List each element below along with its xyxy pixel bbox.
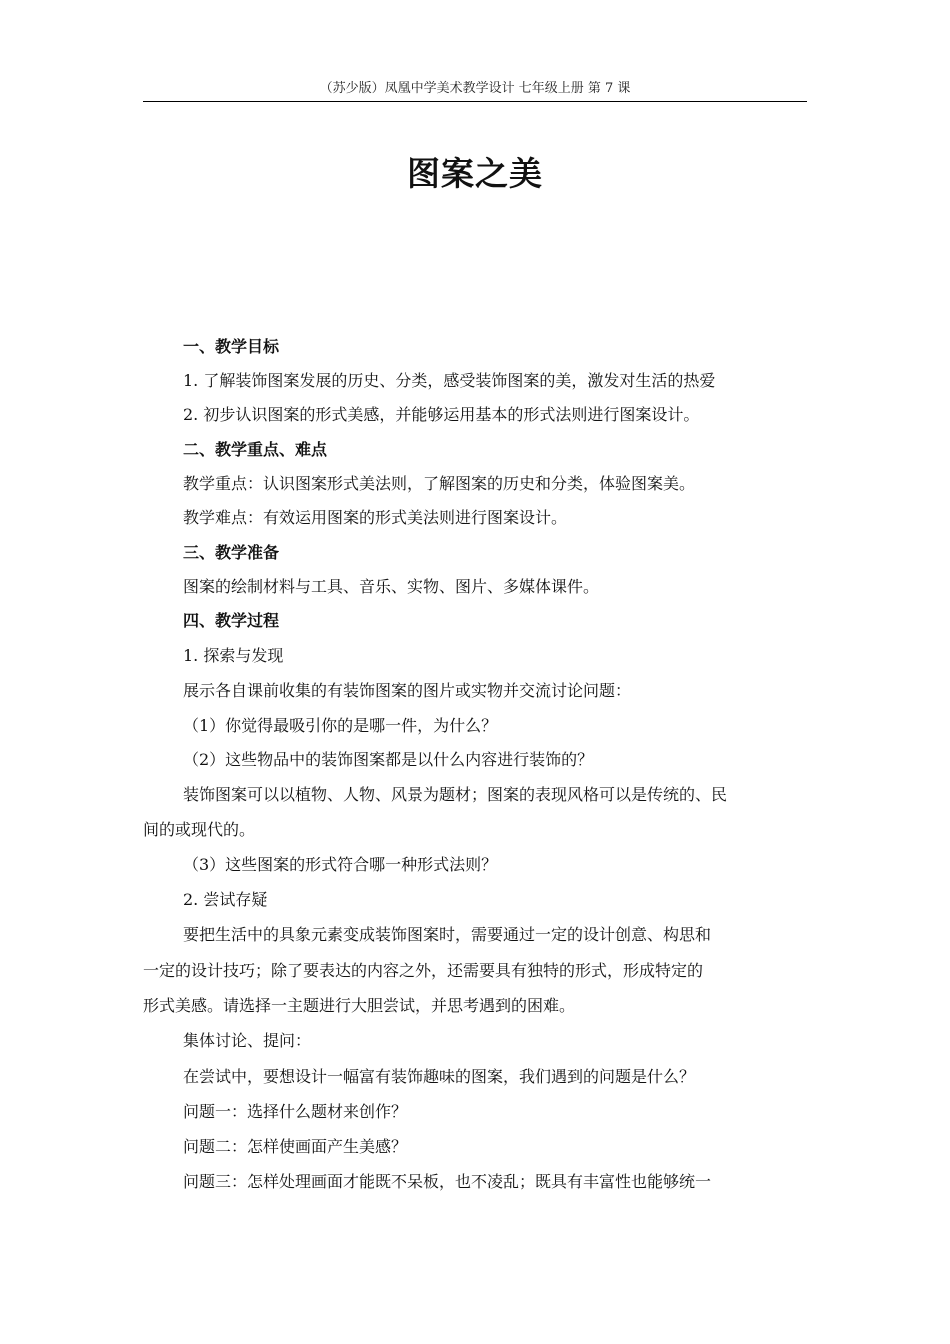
paragraph-line: 在尝试中，要想设计一幅富有装饰趣味的图案，我们遇到的问题是什么？ xyxy=(183,1067,696,1086)
question-1: （1）你觉得最吸引你的是哪一件，为什么？ xyxy=(183,716,498,735)
paragraph-line: 装饰图案可以以植物、人物、风景为题材；图案的表现风格可以是传统的、民 xyxy=(183,785,728,804)
problem-2: 问题二：怎样使画面产生美感？ xyxy=(183,1137,408,1156)
page-header: （苏少版）凤凰中学美术教学设计 七年级上册 第 7 课 xyxy=(319,81,631,96)
document-title: 图案之美 xyxy=(407,154,543,193)
section-heading-process: 四、教学过程 xyxy=(183,611,280,630)
process-step-1: 1. 探索与发现 xyxy=(183,646,284,665)
paragraph-line: 一定的设计技巧；除了要表达的内容之外，还需要具有独特的形式，形成特定的 xyxy=(143,961,704,980)
key-point-text: 教学重点：认识图案形式美法则，了解图案的历史和分类，体验图案美。 xyxy=(183,474,696,493)
question-2: （2）这些物品中的装饰图案都是以什么内容进行装饰的？ xyxy=(183,750,594,769)
problem-3: 问题三：怎样处理画面才能既不呆板，也不凌乱；既具有丰富性也能够统一 xyxy=(183,1172,712,1191)
paragraph-line: 要把生活中的具象元素变成装饰图案时，需要通过一定的设计创意、构思和 xyxy=(183,925,712,944)
objective-item-2: 2. 初步认识图案的形式美感，并能够运用基本的形式法则进行图案设计。 xyxy=(183,405,700,424)
section-heading-key-points: 二、教学重点、难点 xyxy=(183,440,328,459)
section-heading-objectives: 一、教学目标 xyxy=(183,337,280,356)
section-heading-preparation: 三、教学准备 xyxy=(183,543,280,562)
header-divider xyxy=(143,101,807,102)
problem-1: 问题一：选择什么题材来创作？ xyxy=(183,1102,408,1121)
preparation-text: 图案的绘制材料与工具、音乐、实物、图片、多媒体课件。 xyxy=(183,577,600,596)
objective-item-1: 1. 了解装饰图案发展的历史、分类，感受装饰图案的美，激发对生活的热爱 xyxy=(183,371,716,390)
paragraph-line: 间的或现代的。 xyxy=(143,820,256,839)
question-3: （3）这些图案的形式符合哪一种形式法则？ xyxy=(183,855,498,874)
process-step-2: 2. 尝试存疑 xyxy=(183,890,268,909)
paragraph-line: 展示各自课前收集的有装饰图案的图片或实物并交流讨论问题： xyxy=(183,681,632,700)
paragraph-line: 集体讨论、提问： xyxy=(183,1031,312,1050)
paragraph-line: 形式美感。请选择一主题进行大胆尝试，并思考遇到的困难。 xyxy=(143,996,576,1015)
difficulty-text: 教学难点：有效运用图案的形式美法则进行图案设计。 xyxy=(183,508,568,527)
